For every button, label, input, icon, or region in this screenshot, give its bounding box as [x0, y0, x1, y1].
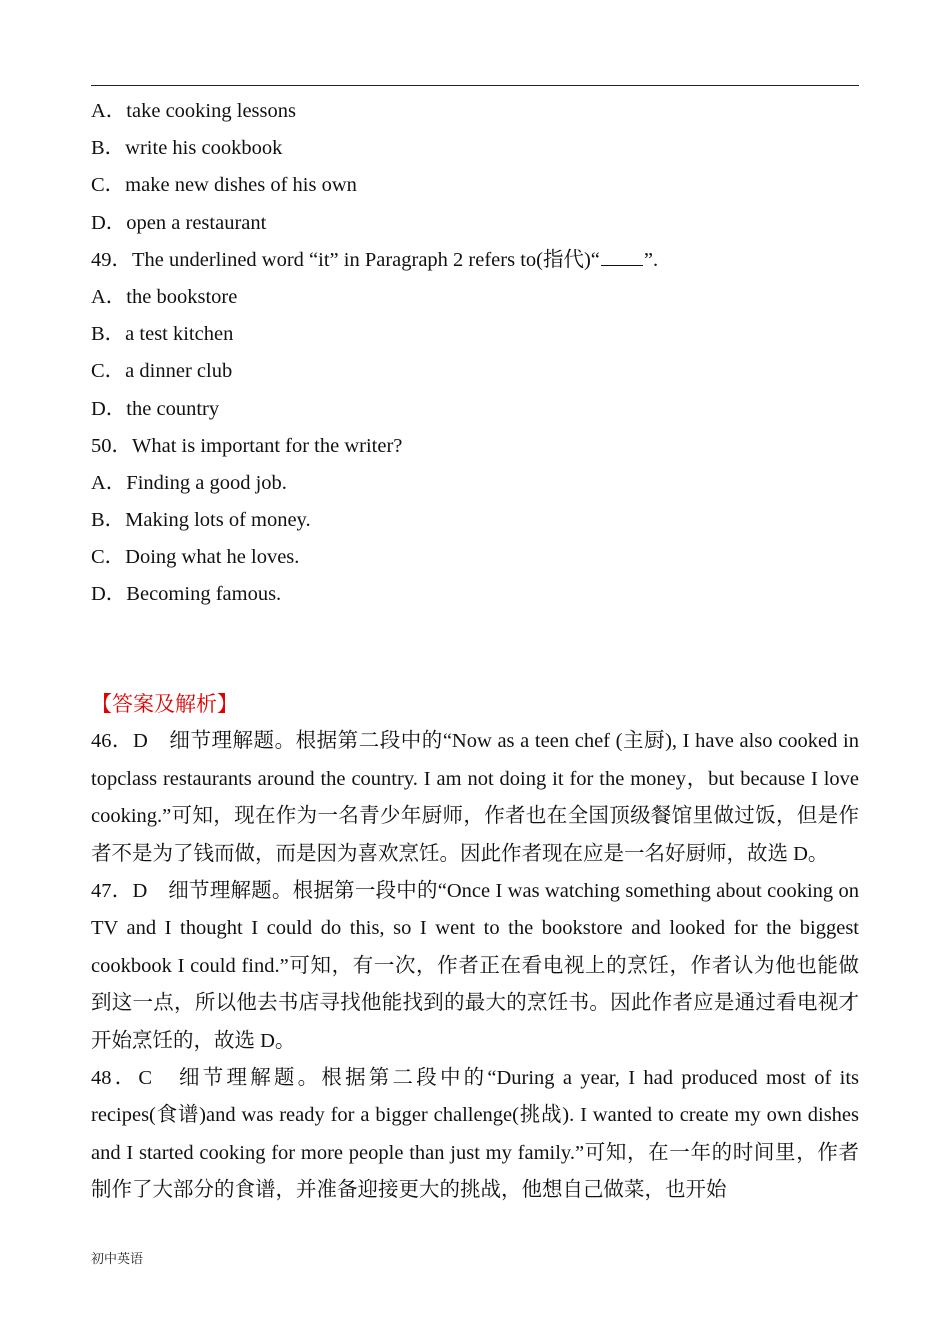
answer-46: 46．D 细节理解题。根据第二段中的“Now as a teen chef (主厨), I have also cooked in topclass restaurants around the country. I am not doing it for the money，but because I love cooking.”可知，现在作为一名青少年厨师，作者也在全国顶级餐馆里做过饭，但是作者不是为了钱而做，而是因为喜欢烹饪。因此作者现在应是一名好厨师，故选 D。: [91, 730, 859, 865]
questions-section: [91, 93, 859, 614]
q49-stem-before: 49．The underlined word “it” in Paragraph 2 refers to(指代)“: [91, 248, 600, 271]
q50-option-a: A．Finding a good job.: [91, 471, 287, 494]
q49-option-b: B．a test kitchen: [91, 323, 234, 346]
q48-option-a: A．take cooking lessons: [91, 100, 296, 122]
q50-stem: 50．What is important for the writer?: [91, 434, 403, 457]
q49-option-c: C．a dinner club: [91, 360, 233, 383]
q49-option-a: A．the bookstore: [91, 285, 238, 308]
q48-option-d: D．open a restaurant: [91, 211, 267, 234]
q48-option-b: B．write his cookbook: [91, 137, 283, 160]
q49-stem: [91, 242, 859, 279]
q50-option-c: C．Doing what he loves.: [91, 546, 300, 569]
header-rule: [91, 85, 859, 86]
answer-48: 48．C 细节理解题。根据第二段中的“During a year, I had produced most of its recipes(食谱)and was ready for a bigger challenge(挑战). I wanted to create my own dishes and I started cooking for more people than just my family.”可知，在一年的时间里，作者制作了大部分的食谱，并准备迎接更大的挑战，他想自己做菜，也开始: [91, 1067, 859, 1202]
q48-option-c: C．make new dishes of his own: [91, 174, 357, 197]
answer-47: 47．D 细节理解题。根据第一段中的“Once I was watching something about cooking on TV and I thought I could do this, so I went to the bookstore and looked for the biggest cookbook I could find.”可知，有一次，作者正在看电视上的烹饪，作者认为他也能做到这一点，所以他去书店寻找他能找到的最大的烹饪书。因此作者应是通过看电视才开始烹饪的，故选 D。: [91, 880, 859, 1052]
q49-answer-blank: [601, 248, 643, 266]
answers-title: 【答案及解析】: [91, 692, 238, 716]
footer-subject-label: 初中英语: [91, 1251, 144, 1266]
q49-stem-after: ”.: [643, 248, 659, 271]
q50-option-d: D．Becoming famous.: [91, 583, 282, 606]
q49-option-d: D．the country: [91, 397, 220, 420]
q50-option-b: B．Making lots of money.: [91, 509, 311, 532]
answers-section: [91, 686, 859, 1210]
